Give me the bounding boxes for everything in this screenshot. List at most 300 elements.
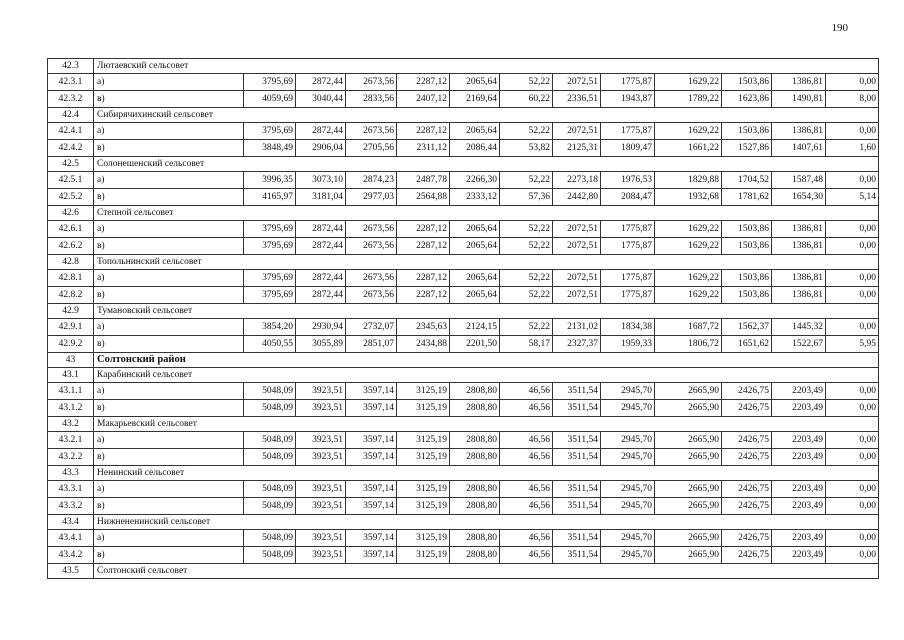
- value-cell: 1386,81: [772, 238, 826, 255]
- row-code: 43: [48, 353, 94, 368]
- value-cell: 1932,68: [655, 189, 722, 206]
- value-cell: 3795,69: [244, 123, 296, 140]
- value-cell: 3511,54: [553, 449, 601, 466]
- value-cell: 5,14: [826, 189, 879, 206]
- row-code: 42.6.1: [48, 221, 94, 238]
- value-cell: 0,00: [826, 400, 879, 417]
- settlement-name: Сибирячихинский сельсовет: [94, 108, 879, 123]
- value-cell: 2665,90: [655, 432, 722, 449]
- value-cell: 2673,56: [346, 123, 397, 140]
- row-variant-label: в): [94, 547, 244, 564]
- row-code: 42.8.2: [48, 287, 94, 304]
- value-cell: 1834,38: [601, 319, 655, 336]
- value-cell: 4165,97: [244, 189, 296, 206]
- value-cell: 52,22: [500, 287, 553, 304]
- value-cell: 8,00: [826, 91, 879, 108]
- value-cell: 0,00: [826, 172, 879, 189]
- value-cell: 2945,70: [601, 481, 655, 498]
- value-cell: 2203,49: [772, 400, 826, 417]
- value-cell: 1587,48: [772, 172, 826, 189]
- value-cell: 3125,19: [397, 547, 450, 564]
- value-cell: 3125,19: [397, 400, 450, 417]
- value-cell: 2426,75: [722, 449, 772, 466]
- value-cell: 1976,53: [601, 172, 655, 189]
- row-code: 42.5: [48, 157, 94, 172]
- section-header-row: [48, 108, 879, 123]
- row-variant-label: а): [94, 383, 244, 400]
- value-cell: 46,56: [500, 481, 553, 498]
- value-cell: 52,22: [500, 270, 553, 287]
- settlement-name: Карабинский сельсовет: [94, 368, 879, 383]
- value-cell: 0,00: [826, 449, 879, 466]
- value-cell: 58,17: [500, 336, 553, 353]
- tariff-table: [47, 58, 879, 579]
- value-cell: 1503,86: [722, 123, 772, 140]
- value-cell: 1775,87: [601, 238, 655, 255]
- value-cell: 2872,44: [296, 238, 346, 255]
- settlement-name: Нижнененинский сельсовет: [94, 515, 879, 530]
- value-cell: 2872,44: [296, 123, 346, 140]
- row-variant-label: в): [94, 400, 244, 417]
- row-code: 42.9.1: [48, 319, 94, 336]
- value-cell: 0,00: [826, 287, 879, 304]
- value-cell: 1943,87: [601, 91, 655, 108]
- value-cell: 46,56: [500, 449, 553, 466]
- value-cell: 2930,94: [296, 319, 346, 336]
- value-cell: 2287,12: [397, 287, 450, 304]
- value-cell: 2345,63: [397, 319, 450, 336]
- value-cell: 2065,64: [450, 74, 500, 91]
- value-cell: 3996,35: [244, 172, 296, 189]
- value-cell: 0,00: [826, 238, 879, 255]
- value-cell: 2426,75: [722, 432, 772, 449]
- section-header-row: [48, 564, 879, 579]
- row-variant-label: а): [94, 221, 244, 238]
- value-cell: 1522,67: [772, 336, 826, 353]
- row-variant-label: а): [94, 123, 244, 140]
- value-cell: 2125,31: [553, 140, 601, 157]
- section-header-row: [48, 417, 879, 432]
- row-code: 43.3.2: [48, 498, 94, 515]
- row-code: 42.3.2: [48, 91, 94, 108]
- row-code: 43.3.1: [48, 481, 94, 498]
- row-code: 42.4.2: [48, 140, 94, 157]
- value-cell: 3073,10: [296, 172, 346, 189]
- section-header-row: [48, 157, 879, 172]
- value-cell: 1445,32: [772, 319, 826, 336]
- value-cell: 2665,90: [655, 449, 722, 466]
- value-cell: 2906,04: [296, 140, 346, 157]
- value-cell: 3923,51: [296, 449, 346, 466]
- value-cell: 2327,37: [553, 336, 601, 353]
- value-cell: 2065,64: [450, 221, 500, 238]
- value-cell: 2945,70: [601, 530, 655, 547]
- data-row: [48, 336, 879, 353]
- district-header-row: [48, 353, 879, 368]
- value-cell: 2665,90: [655, 481, 722, 498]
- value-cell: 46,56: [500, 400, 553, 417]
- value-cell: 46,56: [500, 530, 553, 547]
- settlement-name: Степной сельсовет: [94, 206, 879, 221]
- value-cell: 2872,44: [296, 287, 346, 304]
- value-cell: 2673,56: [346, 221, 397, 238]
- value-cell: 5048,09: [244, 400, 296, 417]
- value-cell: 5048,09: [244, 530, 296, 547]
- row-variant-label: в): [94, 140, 244, 157]
- value-cell: 3854,20: [244, 319, 296, 336]
- data-row: [48, 172, 879, 189]
- data-row: [48, 140, 879, 157]
- value-cell: 2945,70: [601, 449, 655, 466]
- value-cell: 2872,44: [296, 270, 346, 287]
- value-cell: 3795,69: [244, 221, 296, 238]
- value-cell: 2169,64: [450, 91, 500, 108]
- value-cell: 3795,69: [244, 270, 296, 287]
- value-cell: 1959,33: [601, 336, 655, 353]
- value-cell: 52,22: [500, 74, 553, 91]
- row-code: 43.1.1: [48, 383, 94, 400]
- value-cell: 1789,22: [655, 91, 722, 108]
- value-cell: 2065,64: [450, 238, 500, 255]
- value-cell: 1629,22: [655, 123, 722, 140]
- value-cell: 2874,23: [346, 172, 397, 189]
- value-cell: 3923,51: [296, 481, 346, 498]
- settlement-name: Макарьевский сельсовет: [94, 417, 879, 432]
- value-cell: 3125,19: [397, 449, 450, 466]
- value-cell: 2665,90: [655, 400, 722, 417]
- value-cell: 2287,12: [397, 221, 450, 238]
- row-variant-label: а): [94, 530, 244, 547]
- value-cell: 3125,19: [397, 498, 450, 515]
- value-cell: 1490,81: [772, 91, 826, 108]
- value-cell: 1687,72: [655, 319, 722, 336]
- value-cell: 2945,70: [601, 547, 655, 564]
- value-cell: 3511,54: [553, 547, 601, 564]
- value-cell: 5048,09: [244, 432, 296, 449]
- value-cell: 1775,87: [601, 270, 655, 287]
- value-cell: 2872,44: [296, 221, 346, 238]
- value-cell: 1781,62: [722, 189, 772, 206]
- row-variant-label: в): [94, 449, 244, 466]
- value-cell: 3597,14: [346, 383, 397, 400]
- value-cell: 2808,80: [450, 383, 500, 400]
- data-row: [48, 238, 879, 255]
- value-cell: 5048,09: [244, 481, 296, 498]
- value-cell: 0,00: [826, 498, 879, 515]
- value-cell: 3795,69: [244, 74, 296, 91]
- value-cell: 2065,64: [450, 287, 500, 304]
- value-cell: 5,95: [826, 336, 879, 353]
- data-row: [48, 221, 879, 238]
- value-cell: 3597,14: [346, 547, 397, 564]
- value-cell: 3597,14: [346, 530, 397, 547]
- value-cell: 2201,50: [450, 336, 500, 353]
- value-cell: 2426,75: [722, 481, 772, 498]
- value-cell: 1829,88: [655, 172, 722, 189]
- row-code: 43.4: [48, 515, 94, 530]
- value-cell: 1809,47: [601, 140, 655, 157]
- value-cell: 2732,07: [346, 319, 397, 336]
- value-cell: 1704,52: [722, 172, 772, 189]
- value-cell: 0,00: [826, 319, 879, 336]
- settlement-name: Топольнинский сельсовет: [94, 255, 879, 270]
- value-cell: 2808,80: [450, 449, 500, 466]
- value-cell: 2287,12: [397, 238, 450, 255]
- row-variant-label: в): [94, 336, 244, 353]
- value-cell: 3040,44: [296, 91, 346, 108]
- value-cell: 3597,14: [346, 481, 397, 498]
- row-code: 42.4: [48, 108, 94, 123]
- value-cell: 3795,69: [244, 238, 296, 255]
- value-cell: 3923,51: [296, 432, 346, 449]
- value-cell: 4050,55: [244, 336, 296, 353]
- row-code: 43.1: [48, 368, 94, 383]
- value-cell: 2673,56: [346, 238, 397, 255]
- value-cell: 3511,54: [553, 400, 601, 417]
- value-cell: 1503,86: [722, 221, 772, 238]
- row-code: 43.1.2: [48, 400, 94, 417]
- value-cell: 2065,64: [450, 123, 500, 140]
- value-cell: 2407,12: [397, 91, 450, 108]
- value-cell: 46,56: [500, 498, 553, 515]
- data-row: [48, 547, 879, 564]
- row-variant-label: а): [94, 432, 244, 449]
- value-cell: 1629,22: [655, 238, 722, 255]
- row-code: 43.4.1: [48, 530, 94, 547]
- row-code: 43.2: [48, 417, 94, 432]
- value-cell: 3923,51: [296, 530, 346, 547]
- value-cell: 0,00: [826, 383, 879, 400]
- row-code: 42.5.2: [48, 189, 94, 206]
- value-cell: 5048,09: [244, 498, 296, 515]
- row-variant-label: а): [94, 270, 244, 287]
- value-cell: 2564,88: [397, 189, 450, 206]
- value-cell: 2426,75: [722, 400, 772, 417]
- value-cell: 2065,64: [450, 270, 500, 287]
- row-variant-label: в): [94, 189, 244, 206]
- value-cell: 2833,56: [346, 91, 397, 108]
- value-cell: 2945,70: [601, 383, 655, 400]
- row-code: 43.4.2: [48, 547, 94, 564]
- value-cell: 2808,80: [450, 481, 500, 498]
- value-cell: 2426,75: [722, 383, 772, 400]
- value-cell: 2808,80: [450, 432, 500, 449]
- value-cell: 3511,54: [553, 432, 601, 449]
- value-cell: 2673,56: [346, 287, 397, 304]
- value-cell: 2266,30: [450, 172, 500, 189]
- value-cell: 2945,70: [601, 432, 655, 449]
- value-cell: 1623,86: [722, 91, 772, 108]
- value-cell: 2442,80: [553, 189, 601, 206]
- value-cell: 3511,54: [553, 383, 601, 400]
- value-cell: 57,36: [500, 189, 553, 206]
- value-cell: 1503,86: [722, 238, 772, 255]
- data-row: [48, 400, 879, 417]
- value-cell: 2665,90: [655, 547, 722, 564]
- value-cell: 1775,87: [601, 123, 655, 140]
- value-cell: 1775,87: [601, 221, 655, 238]
- value-cell: 2426,75: [722, 530, 772, 547]
- value-cell: 2945,70: [601, 400, 655, 417]
- value-cell: 1775,87: [601, 74, 655, 91]
- value-cell: 3848,49: [244, 140, 296, 157]
- value-cell: 1386,81: [772, 287, 826, 304]
- value-cell: 52,22: [500, 319, 553, 336]
- value-cell: 5048,09: [244, 547, 296, 564]
- value-cell: 2673,56: [346, 74, 397, 91]
- row-code: 42.8: [48, 255, 94, 270]
- value-cell: 2203,49: [772, 530, 826, 547]
- row-variant-label: в): [94, 91, 244, 108]
- value-cell: 60,22: [500, 91, 553, 108]
- data-row: [48, 432, 879, 449]
- value-cell: 2203,49: [772, 547, 826, 564]
- row-code: 42.8.1: [48, 270, 94, 287]
- value-cell: 1503,86: [722, 74, 772, 91]
- value-cell: 52,22: [500, 123, 553, 140]
- value-cell: 2665,90: [655, 530, 722, 547]
- value-cell: 1629,22: [655, 74, 722, 91]
- value-cell: 46,56: [500, 432, 553, 449]
- section-header-row: [48, 368, 879, 383]
- value-cell: 2072,51: [553, 74, 601, 91]
- value-cell: 1386,81: [772, 74, 826, 91]
- value-cell: 46,56: [500, 547, 553, 564]
- value-cell: 1386,81: [772, 123, 826, 140]
- row-code: 42.3: [48, 59, 94, 74]
- value-cell: 2084,47: [601, 189, 655, 206]
- value-cell: 2705,56: [346, 140, 397, 157]
- value-cell: 2311,12: [397, 140, 450, 157]
- settlement-name: Ненинский сельсовет: [94, 466, 879, 481]
- value-cell: 2333,12: [450, 189, 500, 206]
- value-cell: 3923,51: [296, 383, 346, 400]
- value-cell: 2851,07: [346, 336, 397, 353]
- value-cell: 2287,12: [397, 74, 450, 91]
- value-cell: 1775,87: [601, 287, 655, 304]
- data-row: [48, 319, 879, 336]
- district-name: Солтонский район: [94, 353, 879, 368]
- value-cell: 3597,14: [346, 498, 397, 515]
- value-cell: 2665,90: [655, 498, 722, 515]
- value-cell: 2203,49: [772, 449, 826, 466]
- value-cell: 2808,80: [450, 498, 500, 515]
- value-cell: 2072,51: [553, 270, 601, 287]
- value-cell: 2203,49: [772, 498, 826, 515]
- data-row: [48, 383, 879, 400]
- value-cell: 2131,02: [553, 319, 601, 336]
- value-cell: 2977,03: [346, 189, 397, 206]
- value-cell: 1651,62: [722, 336, 772, 353]
- value-cell: 3795,69: [244, 287, 296, 304]
- value-cell: 2287,12: [397, 270, 450, 287]
- value-cell: 3923,51: [296, 547, 346, 564]
- data-row: [48, 189, 879, 206]
- data-row: [48, 530, 879, 547]
- value-cell: 3125,19: [397, 383, 450, 400]
- value-cell: 1654,30: [772, 189, 826, 206]
- row-code: 42.5.1: [48, 172, 94, 189]
- value-cell: 1503,86: [722, 287, 772, 304]
- data-row: [48, 74, 879, 91]
- row-code: 42.6: [48, 206, 94, 221]
- settlement-name: Лютаевский сельсовет: [94, 59, 879, 74]
- value-cell: 2086,44: [450, 140, 500, 157]
- data-row: [48, 449, 879, 466]
- row-variant-label: а): [94, 74, 244, 91]
- value-cell: 3125,19: [397, 481, 450, 498]
- value-cell: 1386,81: [772, 221, 826, 238]
- value-cell: 1629,22: [655, 270, 722, 287]
- row-code: 43.5: [48, 564, 94, 579]
- value-cell: 3125,19: [397, 530, 450, 547]
- row-variant-label: в): [94, 238, 244, 255]
- value-cell: 2203,49: [772, 432, 826, 449]
- value-cell: 1629,22: [655, 287, 722, 304]
- row-variant-label: в): [94, 287, 244, 304]
- value-cell: 1629,22: [655, 221, 722, 238]
- section-header-row: [48, 206, 879, 221]
- value-cell: 2426,75: [722, 547, 772, 564]
- value-cell: 0,00: [826, 547, 879, 564]
- section-header-row: [48, 304, 879, 319]
- value-cell: 0,00: [826, 123, 879, 140]
- data-row: [48, 481, 879, 498]
- table-body: [48, 59, 879, 579]
- value-cell: 2808,80: [450, 547, 500, 564]
- value-cell: 2665,90: [655, 383, 722, 400]
- row-code: 42.6.2: [48, 238, 94, 255]
- row-variant-label: а): [94, 319, 244, 336]
- value-cell: 3597,14: [346, 432, 397, 449]
- section-header-row: [48, 59, 879, 74]
- value-cell: 0,00: [826, 481, 879, 498]
- settlement-name: Тумановский сельсовет: [94, 304, 879, 319]
- data-row: [48, 91, 879, 108]
- value-cell: 2434,88: [397, 336, 450, 353]
- value-cell: 3511,54: [553, 481, 601, 498]
- row-code: 43.2.2: [48, 449, 94, 466]
- value-cell: 0,00: [826, 221, 879, 238]
- value-cell: 2287,12: [397, 123, 450, 140]
- value-cell: 2072,51: [553, 221, 601, 238]
- value-cell: 2808,80: [450, 400, 500, 417]
- row-code: 43.2.1: [48, 432, 94, 449]
- value-cell: 3511,54: [553, 530, 601, 547]
- value-cell: 4059,69: [244, 91, 296, 108]
- value-cell: 1386,81: [772, 270, 826, 287]
- value-cell: 1,60: [826, 140, 879, 157]
- value-cell: 2124,15: [450, 319, 500, 336]
- value-cell: 0,00: [826, 74, 879, 91]
- value-cell: 52,22: [500, 238, 553, 255]
- value-cell: 1661,22: [655, 140, 722, 157]
- value-cell: 2203,49: [772, 481, 826, 498]
- row-code: 43.3: [48, 466, 94, 481]
- value-cell: 1407,61: [772, 140, 826, 157]
- value-cell: 1527,86: [722, 140, 772, 157]
- data-row: [48, 270, 879, 287]
- settlement-name: Солонешенский сельсовет: [94, 157, 879, 172]
- value-cell: 3923,51: [296, 498, 346, 515]
- value-cell: 2487,78: [397, 172, 450, 189]
- value-cell: 1503,86: [722, 270, 772, 287]
- value-cell: 5048,09: [244, 383, 296, 400]
- value-cell: 52,22: [500, 221, 553, 238]
- row-code: 42.3.1: [48, 74, 94, 91]
- value-cell: 3511,54: [553, 498, 601, 515]
- value-cell: 3181,04: [296, 189, 346, 206]
